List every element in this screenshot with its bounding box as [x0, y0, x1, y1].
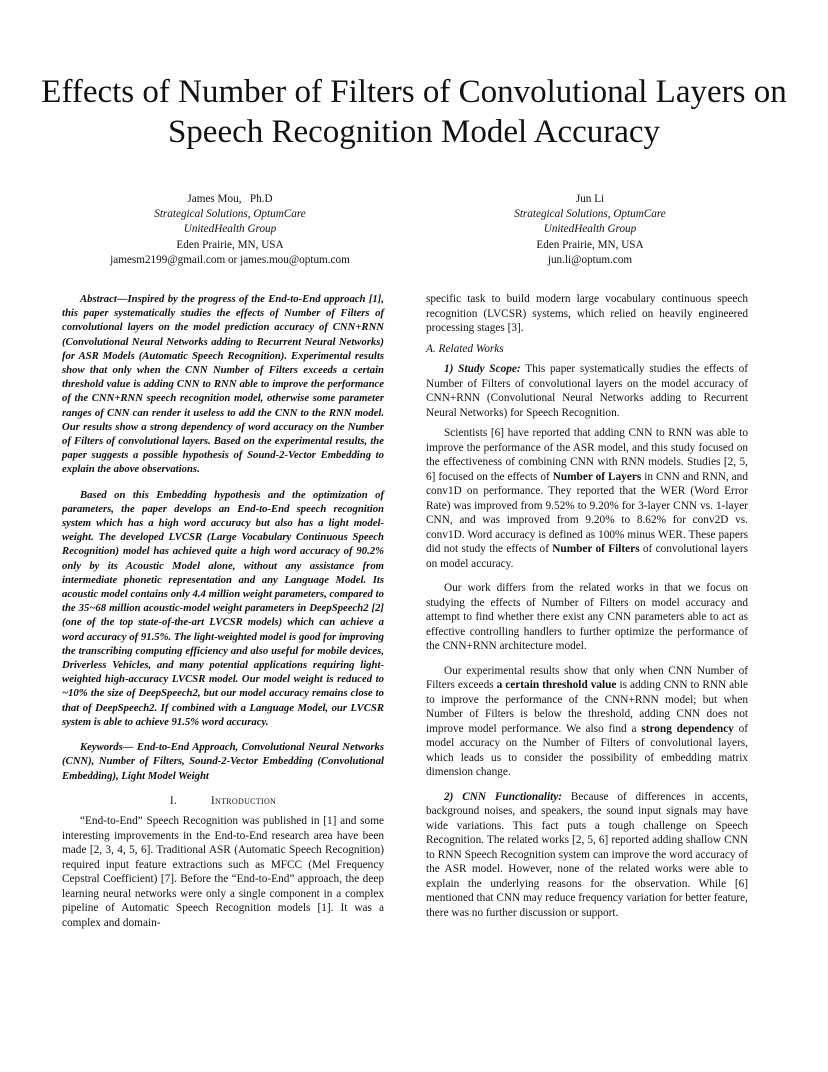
text-span: Our experimental results show that only when CNN Number of Filters exceeds: [426, 664, 748, 691]
text-span: of model accuracy on the Number of Filters of convolutional layers, which leads us to consider the possibility of embedding matrix dimension change.: [426, 722, 748, 778]
left-column: [62, 292, 384, 936]
cnn-functionality-label: 2) CNN Functionality:: [444, 790, 563, 803]
right-column: [426, 292, 748, 926]
bold-span: Number of Filters: [552, 543, 640, 555]
author-org: UnitedHealth Group: [543, 223, 637, 236]
author-2: [420, 192, 760, 268]
author-1: [60, 192, 400, 268]
study-scope-text: This paper systematically studies the effects of Number of Filters of convolutional layers on the model accuracy of CNN+RNN (Convolutional Neural Networks adding to Recurrent Neural Networks) for Speech Recognition.: [426, 363, 748, 419]
author-dept: Strategical Solutions, OptumCare: [514, 208, 666, 221]
abstract-paragraph-2: Based on this Embedding hypothesis and the optimization of parameters, the paper develops an End-to-End speech recognition system which has a high word accuracy but also has a light model-weight. The developed LVCSR (Large Vocabulary Continuous Speech Recognition) model has achieved quite a high word accuracy of 90.2% only by its Acoustic Model alone, without any assistance from intermediate phonetic representation and any Language Model. Its acoustic model contains only 4.4 million weight parameters, compared to the 35~68 million acoustic-model weight parameters in DeepSpeech2 [2] (one of the top state-of-the-art LVCSR models) which can achieve a word accuracy of 91.5%. The light-weighted model is good for improving the transcribing computing efficiency and also useful for mobile devices, Driverless Vehicles, and many potential applications requiring light-weighted high-accuracy LVCSR model. Our model weight is reduced to ~10% the size of DeepSpeech2, but our model accuracy remains close to that of DeepSpeech2. If combined with a Language Model, our LVCSR system is able to achieve 91.5% word accuracy.: [62, 488, 384, 728]
author-email: jamesm2199@gmail.com or james.mou@optum.com: [110, 253, 350, 266]
section-number: I.: [169, 794, 177, 807]
author-location: Eden Prairie, MN, USA: [176, 238, 284, 251]
author-location: Eden Prairie, MN, USA: [536, 238, 644, 251]
section-title: Introduction: [211, 794, 277, 807]
study-scope-label: 1) Study Scope:: [444, 363, 521, 375]
author-name: James Mou, Ph.D: [187, 193, 273, 205]
cnn-functionality-paragraph: [426, 790, 748, 921]
keywords: Keywords— End-to-End Approach, Convolutional Neural Networks (CNN), Number of Filters, Sound-2-Vector Embedding (Convolutional Embedding), Light Model Weight: [62, 741, 384, 782]
related-paragraph-3: Our work differs from the related works in that we focus on studying the effects of Number of Filters on model accuracy and attempt to find whether there exist any CNN parameters able to act as effective controlling handlers to further optimize the performance of the CNN+RNN architecture model.: [426, 582, 748, 652]
section-heading-introduction: [62, 794, 384, 809]
related-paragraph-2: [426, 426, 748, 571]
author-org: UnitedHealth Group: [183, 223, 277, 236]
author-dept: Strategical Solutions, OptumCare: [154, 208, 306, 221]
text-span: of convolutional layers on model accuracy.: [426, 543, 749, 570]
abstract-paragraph-1: Abstract—Inspired by the progress of the End-to-End approach [1], this paper systematically studies the effects of Number of Filters of convolutional layers on the model prediction accuracy of CNN+RNN (Convolutional Neural Networks adding to Recurrent Neural Networks) for ASR Models (Automatic Speech Recognition). Experimental results show that only when the CNN Number of Filters exceeds a certain threshold value is adding CNN to RNN able to improve the performance of the CNN+RNN speech recognition model, otherwise some parameter ranges of CNN can render it useless to add the CNN to the RNN model. Our results show a strong dependency of word accuracy on the Number of Filters of convolutional layers. Based on the experimental results, the paper suggests a possible hypothesis of Sound-2-Vector Embedding to explain the above observations.: [62, 293, 384, 476]
author-name: Jun Li: [575, 193, 605, 205]
text-span: in CNN and RNN, and conv1D on performance. They reported that the WER (Word Error Rate) was improved from 9.52% to 9.20% for 3-layer CNN vs. 1-layer CNN, and was improved from 9.20% to 8.62% for conv2D vs. conv1D. Word accuracy is defined as 100% minus WER. These papers did not study the effects of: [426, 470, 748, 555]
related-paragraph-4: [426, 664, 748, 780]
intro-paragraph-1-continued: specific task to build modern large vocabulary continuous speech recognition (LVCSR) systems, which relied on heavily engineered processing stages [3].: [426, 293, 748, 334]
intro-paragraph-1: “End-to-End” Speech Recognition was published in [1] and some interesting improvements in the End-to-End research area have been made [2, 3, 4, 5, 6]. Traditional ASR (Automatic Speech Recognition) required input feature extractions such as MFCC (Mel Frequency Cepstral Coefficient) [7]. Before the “End-to-End” approach, the deep learning neural networks were only a single component in a complex pipeline of Automatic Speech Recognition models [1]. It was a complex and domain-: [62, 815, 384, 929]
paper-title: Effects of Number of Filters of Convolutional Layers on Speech Recognition Model Accuracy: [41, 74, 787, 150]
subsection-heading-related-works: A. Related Works: [426, 342, 504, 355]
text-span: is adding CNN to RNN able to improve the performance of the CNN+RNN model; but when Number of Filters is below the threshold, adding CNN does not improve model performance. We also find a: [426, 679, 748, 735]
abstract: [62, 292, 384, 783]
bold-span: strong dependency: [641, 722, 734, 735]
text-span: Scientists [6] have reported that adding CNN to RNN was able to improve the performance of the ASR model, and this study focused on the effectiveness of combining CNN with RNN models. Studies [2, 5, 6] focused on the effects of: [426, 427, 748, 483]
bold-span: a certain threshold value: [496, 679, 617, 691]
cnn-functionality-text: Because of differences in accents, background noises, and speakers, the sound input signals may have wide variations. This fact puts a tough challenge on Speech Recognition. The related works [2, 5, 6] reported adding shallow CNN to RNN Speech Recognition system can improve the word accuracy of the ASR model. However, none of the related works were able to explain the underlying reasons for the observation. While [6] mentioned that CNN may reduce frequency variation for better feature, there was no further discussion or support.: [426, 790, 748, 919]
study-scope-paragraph: [426, 362, 748, 420]
bold-span: Number of Layers: [552, 470, 642, 483]
author-email: jun.li@optum.com: [547, 253, 633, 266]
